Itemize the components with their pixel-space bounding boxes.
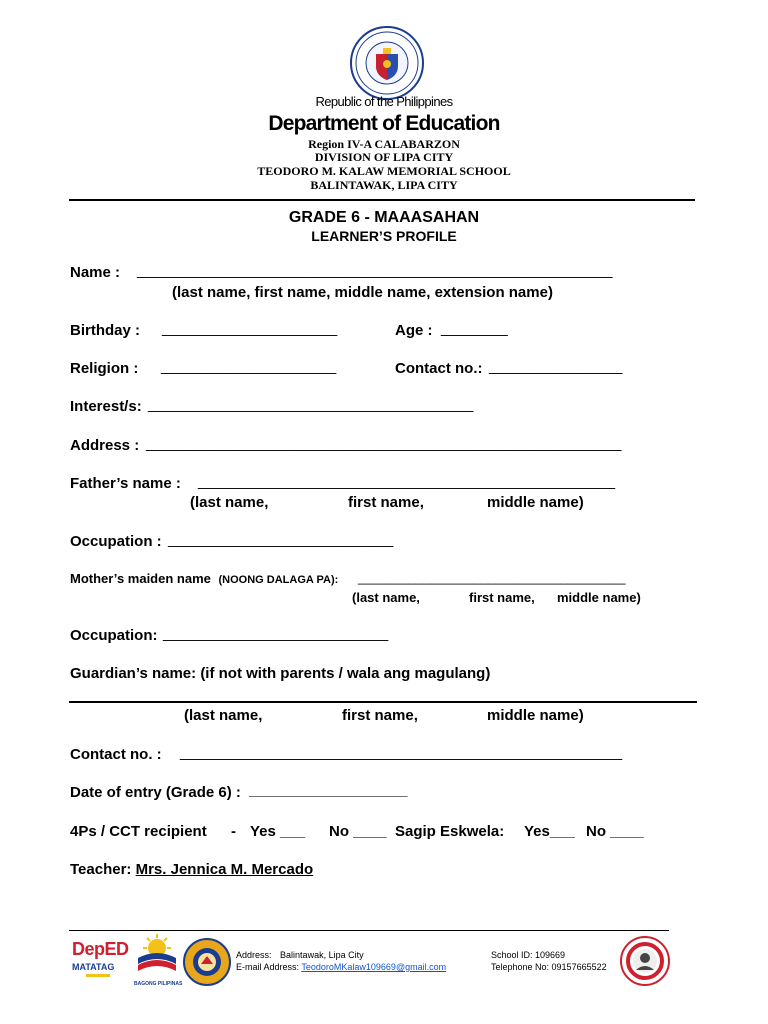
father-label: Father’s name :	[70, 475, 181, 492]
religion-field[interactable]: _____________________	[161, 358, 337, 375]
guardian-hint-last: (last name,	[184, 707, 263, 724]
seal-emblem	[352, 28, 422, 98]
footer-address-label: Address:	[236, 950, 272, 960]
father-occupation-label: Occupation :	[70, 533, 162, 550]
guardian-label: Guardian’s name: (if not with parents / wala ang magulang)	[70, 665, 491, 682]
interests-label: Interest/s:	[70, 398, 142, 415]
entry-date-label: Date of entry (Grade 6) :	[70, 784, 241, 801]
father-occupation-field[interactable]: ___________________________	[168, 531, 394, 548]
sagip-no[interactable]: No ____	[586, 823, 644, 840]
kalaw-memorial-seal	[620, 936, 670, 986]
name-field[interactable]: _________________________________________________________	[137, 262, 613, 279]
fourps-no[interactable]: No ____	[329, 823, 387, 840]
father-field[interactable]: __________________________________________________	[198, 473, 616, 490]
deped-seal	[350, 26, 424, 100]
mother-label: Mother’s maiden name	[70, 571, 211, 586]
father-hint-last: (last name,	[190, 494, 269, 511]
father-hint-first: first name,	[348, 494, 424, 511]
footer-telephone: Telephone No: 09157665522	[491, 962, 607, 972]
entry-date-field[interactable]: ___________________	[249, 782, 408, 799]
age-label: Age :	[395, 322, 433, 339]
mother-field[interactable]: _____________________________________	[358, 570, 626, 585]
matatag-underline	[86, 974, 110, 977]
name-label: Name :	[70, 264, 121, 281]
division-line: DIVISION OF LIPA CITY	[314, 150, 454, 164]
footer-address-value: Balintawak, Lipa City	[280, 950, 364, 960]
school-seal	[183, 938, 231, 986]
contact-field[interactable]: ________________	[489, 358, 623, 375]
address-label: Address :	[70, 437, 140, 454]
school-seal-emblem	[185, 940, 229, 984]
teacher-label: Teacher:	[70, 861, 132, 878]
mother-occupation-field[interactable]: ___________________________	[163, 625, 389, 642]
guardian-field[interactable]	[69, 701, 697, 703]
fourps-label: 4Ps / CCT recipient	[70, 823, 207, 840]
footer-school-id: School ID: 109669	[491, 950, 566, 960]
teacher-name: Mrs. Jennica M. Mercado	[135, 861, 314, 878]
age-field[interactable]: ________	[441, 320, 508, 337]
mother-occupation-label: Occupation:	[70, 627, 158, 644]
mother-hint-first: first name,	[469, 590, 535, 605]
bagong-pilipinas-text: BAGONG PILIPINAS	[134, 981, 183, 987]
birthday-label: Birthday :	[70, 322, 141, 339]
department-title: Department of Education	[268, 112, 500, 135]
deped-logo-text: DepED	[72, 939, 129, 959]
footer-email-label: E-mail Address:	[236, 962, 300, 972]
form-title: GRADE 6 - MAAASAHAN	[288, 209, 480, 226]
bagong-pilipinas-emblem	[134, 934, 180, 976]
guardian-hint-middle: middle name)	[487, 707, 584, 724]
guardian-hint-first: first name,	[342, 707, 418, 724]
republic-line: Republic of the Philippines	[315, 94, 453, 109]
kalaw-portrait-icon	[622, 938, 668, 984]
guardian-contact-field[interactable]: _____________________________________________________	[180, 744, 623, 761]
footer-divider	[69, 930, 669, 931]
deped-matatag-logo	[72, 940, 128, 977]
sagip-yes[interactable]: Yes___	[524, 823, 575, 840]
matatag-text: MATATAG	[72, 962, 115, 972]
interests-field[interactable]: _______________________________________	[148, 396, 474, 413]
bagong-pilipinas-logo	[134, 934, 183, 987]
contact-label: Contact no.:	[395, 360, 483, 377]
religion-label: Religion :	[70, 360, 139, 377]
fourps-yes[interactable]: Yes ___	[250, 823, 306, 840]
name-hint: (last name, first name, middle name, extension name)	[172, 284, 553, 301]
father-hint-middle: middle name)	[487, 494, 584, 511]
address-field[interactable]: _________________________________________________________	[146, 435, 622, 452]
birthday-field[interactable]: _____________________	[162, 320, 338, 337]
sagip-label: Sagip Eskwela:	[395, 823, 505, 840]
fourps-dash: -	[231, 823, 236, 840]
guardian-contact-label: Contact no. :	[70, 746, 162, 763]
header-divider	[69, 199, 695, 201]
mother-hint-middle: middle name)	[557, 590, 641, 605]
mother-hint-last: (last name,	[352, 590, 420, 605]
form-subtitle: LEARNER’S PROFILE	[311, 228, 457, 244]
mother-note: (NOONG DALAGA PA):	[218, 574, 339, 586]
location-line: BALINTAWAK, LIPA CITY	[310, 178, 458, 192]
footer-email-link[interactable]: TeodoroMKalaw109669@gmail.com	[301, 962, 447, 972]
school-line: TEODORO M. KALAW MEMORIAL SCHOOL	[257, 164, 511, 178]
region-line: Region IV-A CALABARZON	[308, 137, 460, 151]
